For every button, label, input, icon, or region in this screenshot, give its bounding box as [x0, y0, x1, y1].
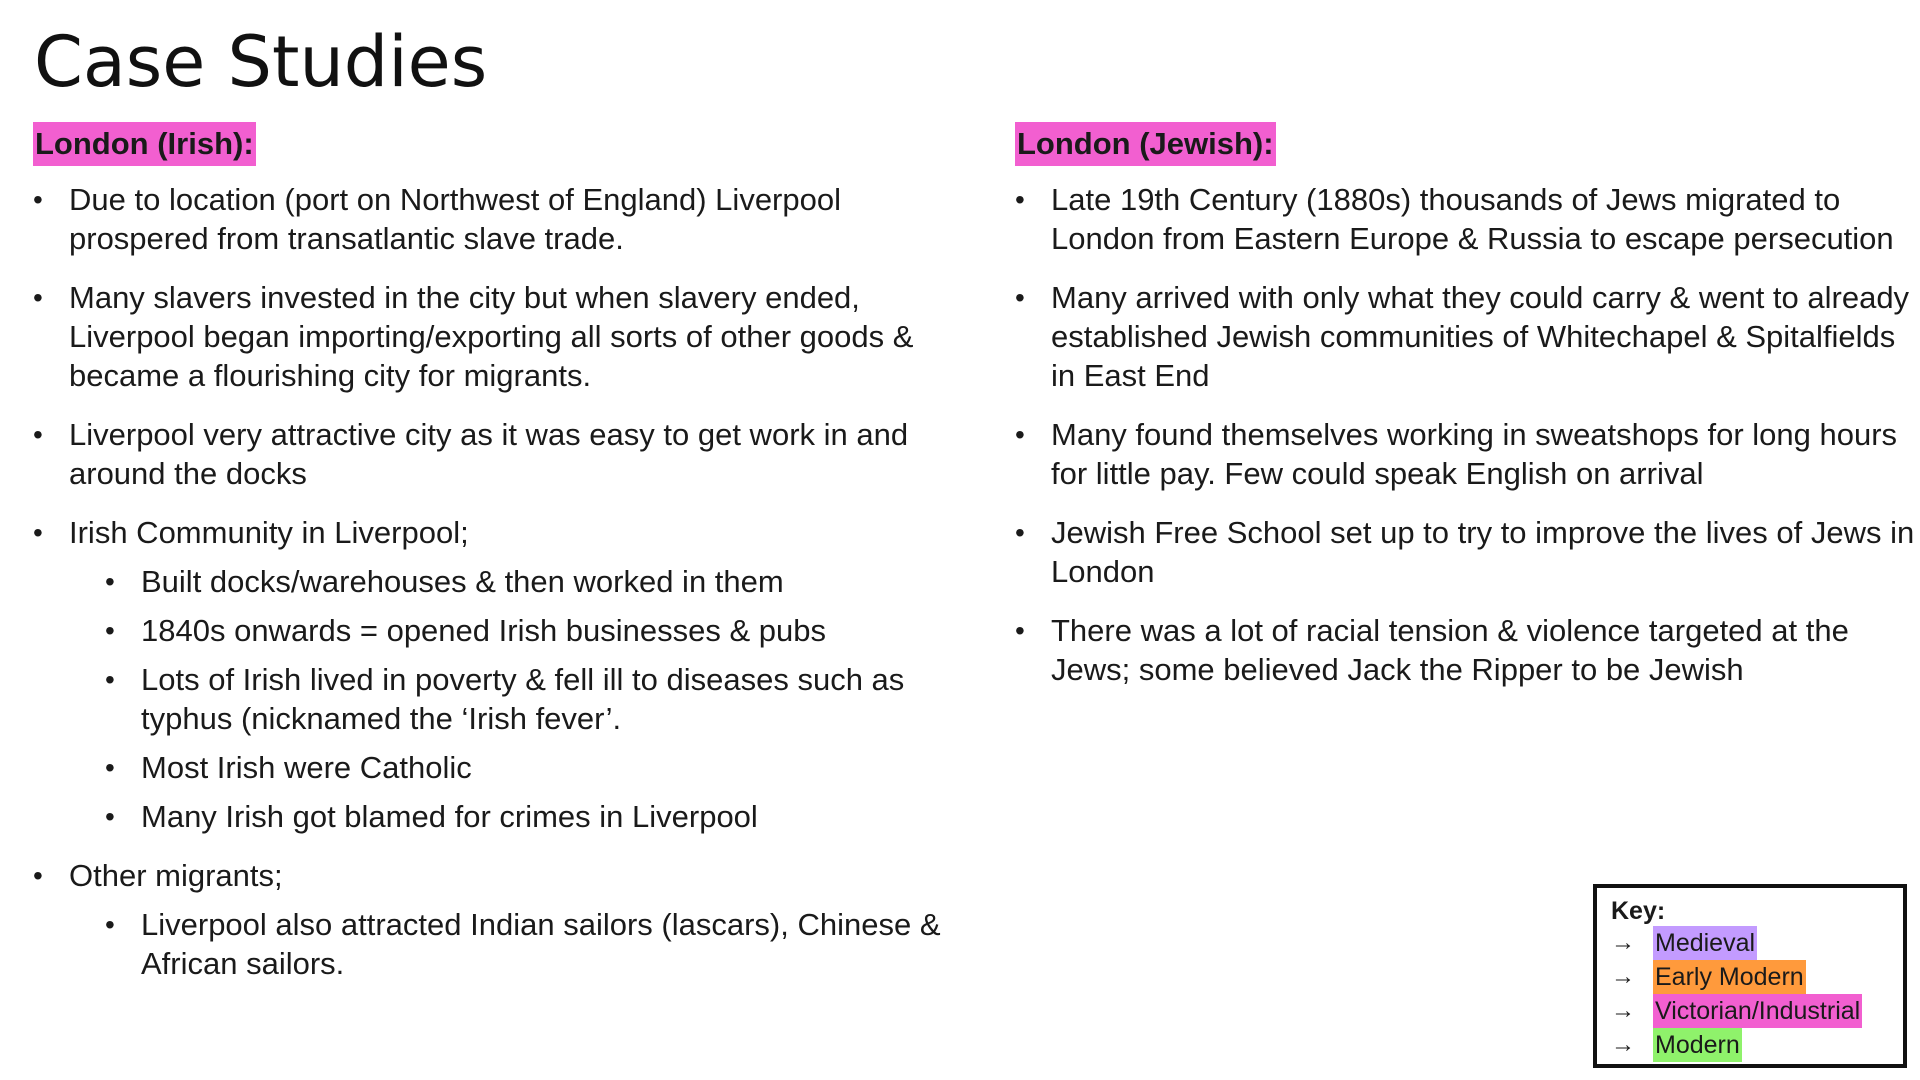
- list-item: • Due to location (port on Northwest of England) Liverpool prospered from transatlantic slave trade.: [33, 180, 963, 258]
- sub-bullet-list: [105, 562, 963, 836]
- key-item-early-modern: [1611, 960, 1889, 994]
- key-legend: [1593, 884, 1907, 1068]
- list-item: • Jewish Free School set up to try to improve the lives of Jews in London: [1015, 513, 1915, 591]
- list-item: • Late 19th Century (1880s) thousands of Jews migrated to London from Eastern Europe & Russia to escape persecution: [1015, 180, 1915, 258]
- right-column: [1015, 122, 1915, 709]
- key-title: Key:: [1611, 897, 1666, 925]
- sub-list-item: • Most Irish were Catholic: [105, 748, 963, 787]
- right-arrow-icon: →: [1611, 929, 1635, 956]
- key-label: Medieval: [1653, 926, 1757, 960]
- left-heading: London (Irish):: [33, 122, 256, 166]
- left-bullet-list: [33, 180, 963, 983]
- sub-list-item: • Lots of Irish lived in poverty & fell ill to diseases such as typhus (nicknamed the ‘Irish fever’.: [105, 660, 963, 738]
- right-arrow-icon: →: [1611, 997, 1635, 1024]
- list-item: • Liverpool very attractive city as it was easy to get work in and around the docks: [33, 415, 963, 493]
- list-item: • There was a lot of racial tension & violence targeted at the Jews; some believed Jack the Ripper to be Jewish: [1015, 611, 1915, 689]
- key-label: Early Modern: [1653, 960, 1806, 994]
- page-title: Case Studies: [34, 21, 488, 103]
- sub-bullet-list: [105, 905, 963, 983]
- key-item-victorian-industrial: [1611, 994, 1889, 1028]
- list-item: • Many arrived with only what they could carry & went to already established Jewish communities of Whitechapel & Spitalfields in East End: [1015, 278, 1915, 395]
- right-bullet-list: [1015, 180, 1915, 689]
- key-item-modern: [1611, 1028, 1889, 1062]
- sub-list-item: • Many Irish got blamed for crimes in Liverpool: [105, 797, 963, 836]
- sub-list-item: • 1840s onwards = opened Irish businesses & pubs: [105, 611, 963, 650]
- right-arrow-icon: →: [1611, 963, 1635, 990]
- sub-list-item: • Liverpool also attracted Indian sailors (lascars), Chinese & African sailors.: [105, 905, 963, 983]
- list-item: • Irish Community in Liverpool; • Built docks/warehouses & then worked in them • 1840s onwards = opened Irish businesses & pubs • Lots of Irish lived in poverty & fell ill to diseases such as typhus (nicknamed the ‘Irish fever’. • Most Irish were Catholic • Many Irish got blamed for crimes in Liverpool: [33, 513, 963, 836]
- right-arrow-icon: →: [1611, 1031, 1635, 1058]
- key-label: Victorian/Industrial: [1653, 994, 1862, 1028]
- list-item: • Other migrants; • Liverpool also attracted Indian sailors (lascars), Chinese & African sailors.: [33, 856, 963, 983]
- list-item: • Many found themselves working in sweatshops for long hours for little pay. Few could speak English on arrival: [1015, 415, 1915, 493]
- key-label: Modern: [1653, 1028, 1742, 1062]
- key-item-medieval: [1611, 926, 1889, 960]
- right-heading: London (Jewish):: [1015, 122, 1276, 166]
- sub-list-item: • Built docks/warehouses & then worked in them: [105, 562, 963, 601]
- left-column: [33, 122, 963, 1003]
- list-item: • Many slavers invested in the city but when slavery ended, Liverpool began importing/exporting all sorts of other goods & became a flourishing city for migrants.: [33, 278, 963, 395]
